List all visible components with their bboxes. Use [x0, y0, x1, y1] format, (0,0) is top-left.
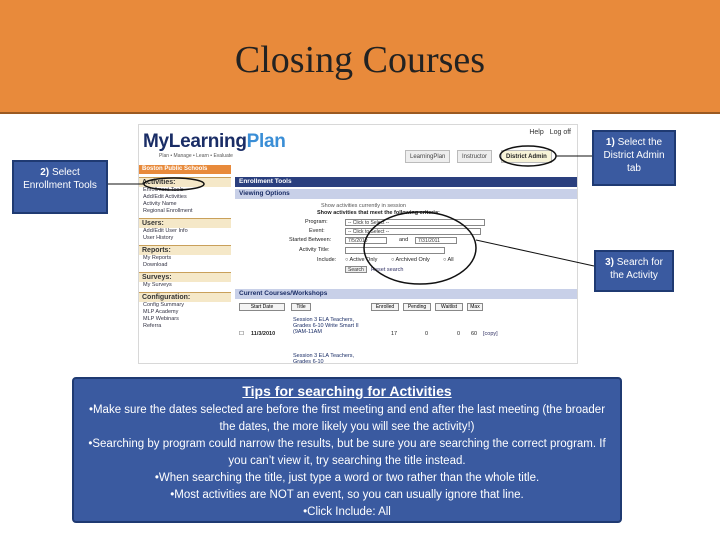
col-enrolled[interactable]: Enrolled	[371, 303, 399, 311]
tab-district-admin[interactable]: District Admin	[501, 150, 552, 163]
sidebar-item-mlp-academy[interactable]: MLP Academy	[143, 309, 179, 315]
tip-line: •Click Include: All	[303, 506, 391, 518]
col-start-date[interactable]: Start Date	[239, 303, 285, 311]
current-courses-header: Current Courses/Workshops	[235, 289, 578, 299]
event-label: Event:	[309, 228, 325, 234]
col-title[interactable]: Title	[291, 303, 311, 311]
and-label: and	[399, 237, 409, 243]
sidebar-item-my-surveys[interactable]: My Surveys	[143, 282, 172, 288]
sidebar-item-download[interactable]: Download	[143, 262, 168, 268]
row-start-date: 11/3/2010	[251, 331, 276, 337]
col-pending[interactable]: Pending	[403, 303, 431, 311]
logoff-link[interactable]: Log off	[549, 129, 571, 136]
sidebar-item-edit-user[interactable]: Add/Edit User Info	[143, 228, 188, 234]
tip-line: •Make sure the dates selected are before the first meeting and end after the last meeting (the broader the dates, the more likely you will see the activity!)	[88, 404, 606, 433]
sidebar-heading-users: Users:	[139, 218, 231, 228]
sidebar-item-my-reports[interactable]: My Reports	[143, 255, 172, 261]
sidebar-item-mlp-webinars[interactable]: MLP Webinars	[143, 316, 179, 322]
tips-box	[72, 377, 622, 523]
activity-title-input[interactable]	[345, 247, 445, 254]
tab-instructor[interactable]: Instructor	[457, 150, 492, 163]
school-name: Boston Public Schools	[139, 165, 231, 174]
include-all-radio[interactable]: ○ All	[443, 257, 454, 263]
tab-learningplan[interactable]: LearningPlan	[405, 150, 450, 163]
started-between-label: Started Between:	[289, 237, 332, 243]
program-select[interactable]: -- Click to Select --	[345, 219, 485, 226]
title-banner	[0, 0, 720, 114]
top-links	[525, 129, 571, 136]
sidebar-item-regional-enrollment[interactable]: Regional Enrollment	[143, 208, 193, 214]
callout-enrollment-tools: 2) Select Enrollment Tools	[12, 160, 108, 214]
app-logo: MyLearningPlan	[143, 131, 286, 152]
start-date-input[interactable]: 7/5/2010	[345, 237, 387, 244]
end-date-input[interactable]: 7/31/2011	[415, 237, 457, 244]
row-title[interactable]: Session 3 ELA Teachers, Grades 6-10	[293, 353, 355, 364]
sidebar-item-config-summary[interactable]: Config Summary	[143, 302, 184, 308]
show-in-session-text[interactable]: Show activities currently in session	[321, 203, 406, 209]
row-checkbox[interactable]: ☐	[239, 331, 244, 337]
criteria-label: Show activities that meet the following criteria:	[317, 210, 440, 216]
sidebar-item-add-edit-activities[interactable]: Add/Edit Activities	[143, 194, 187, 200]
program-label: Program:	[305, 219, 328, 225]
include-archived-radio[interactable]: ○ Archived Only	[391, 257, 430, 263]
enrollment-tools-header: Enrollment Tools	[235, 177, 578, 187]
sidebar-item-user-history[interactable]: User History	[143, 235, 174, 241]
row-pending: 0	[425, 331, 429, 337]
row-enrolled: 17	[391, 331, 398, 337]
sidebar-item-referra[interactable]: Referra	[143, 323, 162, 329]
tips-heading: Tips for searching for Activities	[242, 383, 452, 399]
enrollment-panel	[235, 177, 578, 364]
search-button[interactable]: Search	[345, 266, 367, 273]
reset-search-link[interactable]: Reset search	[371, 267, 404, 273]
sidebar-heading-reports: Reports:	[139, 245, 231, 255]
activity-title-label: Activity Title:	[299, 247, 330, 253]
callout-district-admin: 1) Select the District Admin tab	[592, 130, 676, 186]
sidebar	[139, 165, 231, 364]
tip-line: •When searching the title, just type a word or two rather than the whole title.	[154, 472, 540, 484]
col-max[interactable]: Max	[467, 303, 483, 311]
sidebar-item-enrollment-tools[interactable]: Enrollment Tools	[143, 187, 184, 193]
include-active-radio[interactable]: ○ Active Only	[345, 257, 378, 263]
callout-search-activity: 3) Search for the Activity	[594, 250, 674, 292]
tip-line: •Searching by program could narrow the results, but be sure you are searching the correct program. If you can’t view it, try searching the title instead.	[88, 438, 606, 467]
app-screenshot	[138, 124, 578, 364]
include-label: Include:	[317, 257, 337, 263]
slide-title: Closing Courses	[234, 39, 486, 81]
app-tagline: Plan • Manage • Learn • Evaluate	[159, 153, 233, 159]
event-select[interactable]: -- Click to Select --	[345, 228, 481, 235]
tip-line: •Most activities are NOT an event, so you can usually ignore that line.	[170, 489, 524, 501]
help-link[interactable]: Help	[529, 129, 544, 136]
row-copy-link[interactable]: [copy]	[483, 331, 498, 337]
row-max: 60	[471, 331, 478, 337]
sidebar-item-activity-name[interactable]: Activity Name	[143, 201, 177, 207]
viewing-options-header: Viewing Options	[235, 189, 578, 199]
col-waitlist[interactable]: Waitlist	[435, 303, 463, 311]
row-waitlist: 0	[457, 331, 461, 337]
sidebar-heading-configuration: Configuration:	[139, 292, 231, 302]
sidebar-heading-surveys: Surveys:	[139, 272, 231, 282]
row-title[interactable]: Session 3 ELA Teachers, Grades 6-10 Write Smart II (9AM-11AM	[293, 317, 359, 335]
sidebar-heading-activities: Activities:	[139, 177, 231, 187]
